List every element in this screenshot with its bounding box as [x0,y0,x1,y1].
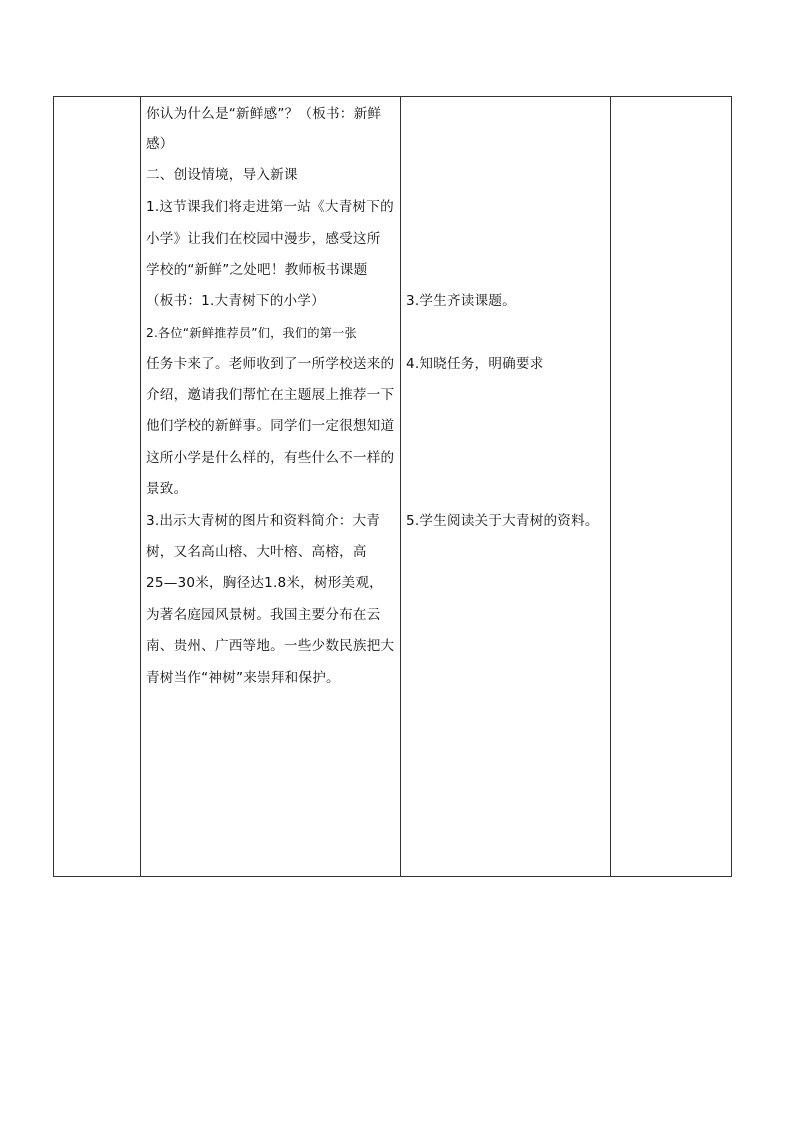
teacher-line: 3.出示大青树的图片和资料简介：大青 [146,513,381,529]
teacher-line: 任务卡来了。老师收到了一所学校送来的 [146,356,395,372]
teacher-line: 感） [146,136,174,152]
teacher-line: 1.这节课我们将走进第一站《大青树下的 [146,199,394,215]
teacher-line: 小学》让我们在校园中漫步，感受这所 [146,231,381,247]
student-line: 4.知晓任务，明确要求 [406,356,544,372]
teacher-line: 介绍，邀请我们帮忙在主题展上推荐一下 [146,387,395,403]
section-heading: 二、创设情境，导入新课 [146,167,298,183]
student-line: 5.学生阅读关于大青树的资料。 [406,513,599,529]
notes-cell [611,97,732,877]
teacher-line: 这所小学是什么样的，有些什么不一样的 [146,450,395,466]
teacher-line: 南、贵州、广西等地。一些少数民族把大 [146,638,395,654]
teacher-line: 为著名庭园风景树。我国主要分布在云 [146,607,381,623]
lesson-plan-table [53,96,732,877]
stage-cell [54,97,141,877]
teacher-line: 你认为什么是“新鲜感”？（板书：新鲜 [146,106,382,122]
student-line: 3.学生齐读课题。 [406,293,516,309]
teacher-activity-cell [141,97,401,877]
teacher-line: 25—30米，胸径达1.8米，树形美观， [146,575,383,591]
teacher-line: 景致。 [146,481,188,497]
teacher-line: 学校的“新鲜”之处吧！教师板书课题 [146,262,368,278]
teacher-line: （板书：1.大青树下的小学） [146,293,325,309]
teacher-line: 树，又名高山榕、大叶榕、高榕，高 [146,544,367,560]
teacher-line: 他们学校的新鲜事。同学们一定很想知道 [146,418,395,434]
table-row [54,97,732,877]
teacher-line: 青树当作“神树”来崇拜和保护。 [146,670,340,686]
student-activity-cell [401,97,611,877]
teacher-line: 2.各位“新鲜推荐员”们，我们的第一张 [146,326,357,340]
